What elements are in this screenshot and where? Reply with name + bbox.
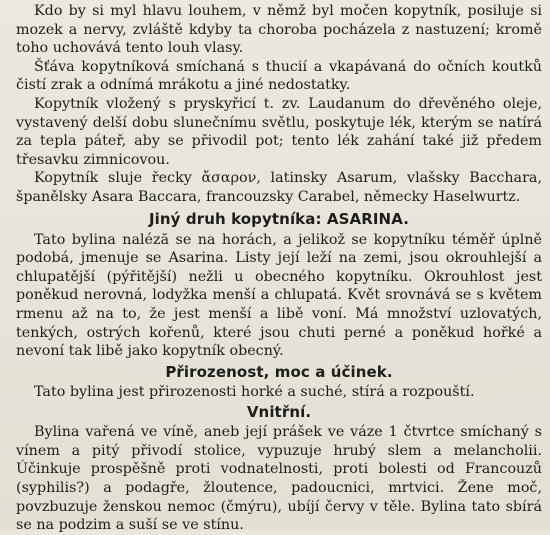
paragraph-nature: Tato bylina jest přirozenosti horké a suché, stírá a rozpouští. (34, 383, 475, 400)
heading-asarina: Jiný druh kopytníka: ASARINA. (148, 209, 409, 228)
page-text (16, 2, 542, 535)
paragraph-internal-use: Bylina vařená ve víně, aneb její prášek ve váze 1 čtvrtce smíchaný s vínem a pitý přivodí stolice, vypuzuje hrubý slem a melancholii. Účinkuje prospěšně proti vodnatelnosti, proti bolesti od Francouzů (syphilis?) a podagře, žloutence, padoucnici, mrtvici. Žene moč, povzbuzuje ženskou nemoc (čmýru), ubíjí červy v těle. Bylina tato sbírá se na podzim a suší se ve stínu. (16, 424, 542, 534)
paragraph-names: Kopytník sluje řecky ἄσαρον, latinsky Asarum, vlašsky Bacchara, španělsky Asara Baccara, francouzsky Carabel, německy Haselwurtz. (16, 170, 542, 205)
heading-nature: Přirozenost, moc a účinek. (165, 362, 393, 381)
heading-internal: Vnitřní. (246, 403, 312, 422)
paragraph-asarina-description: Tato bylina naléză se na horách, a jelikož se kopytníku téměř úplně podobá, jmenuje se Asarina. Listy její leží na zemi, jsou okrouhlejší a chlupatější (pýřitější) nežli u obecného kopytníku. Okrouhlost jest poněkud nerovná, lodyžka menší a chlupatá. Květ srovnává se s květem rmenu až na to, že jest menší a libě voní. Má množství uzlovatých, tenkých, ostrých kořenů, které jsou chuti perné a poněkud hořké a nevoní tak libě jako kopytník obecný. (16, 231, 542, 360)
paragraph-eye-drops: Šťáva kopytníková smíchaná s thucií a vkapávaná do očních koutků čistí zrak a odnímá mrákotu a jiné nedostatky. (16, 58, 542, 94)
paragraph-hair-wash: Kdo by si myl hlavu louhem, v němž byl močen kopytník, posiluje si mozek a nervy, zvláště kdyby ta choroba pocházela z nastuzení; kromě toho uchovává tento louh vlasy. (16, 3, 542, 57)
paragraph-laudanum-remedy: Kopytník vložený s pryskyřicí t. zv. Laudanum do dřevěného oleje, vystavený delší dobu slunečnímu světlu, poskytuje lék, kterým se natírá za tepla páteř, aby se přivodil pot; tento lék zahání také již předem třesavku zimnicovou. (16, 95, 542, 168)
